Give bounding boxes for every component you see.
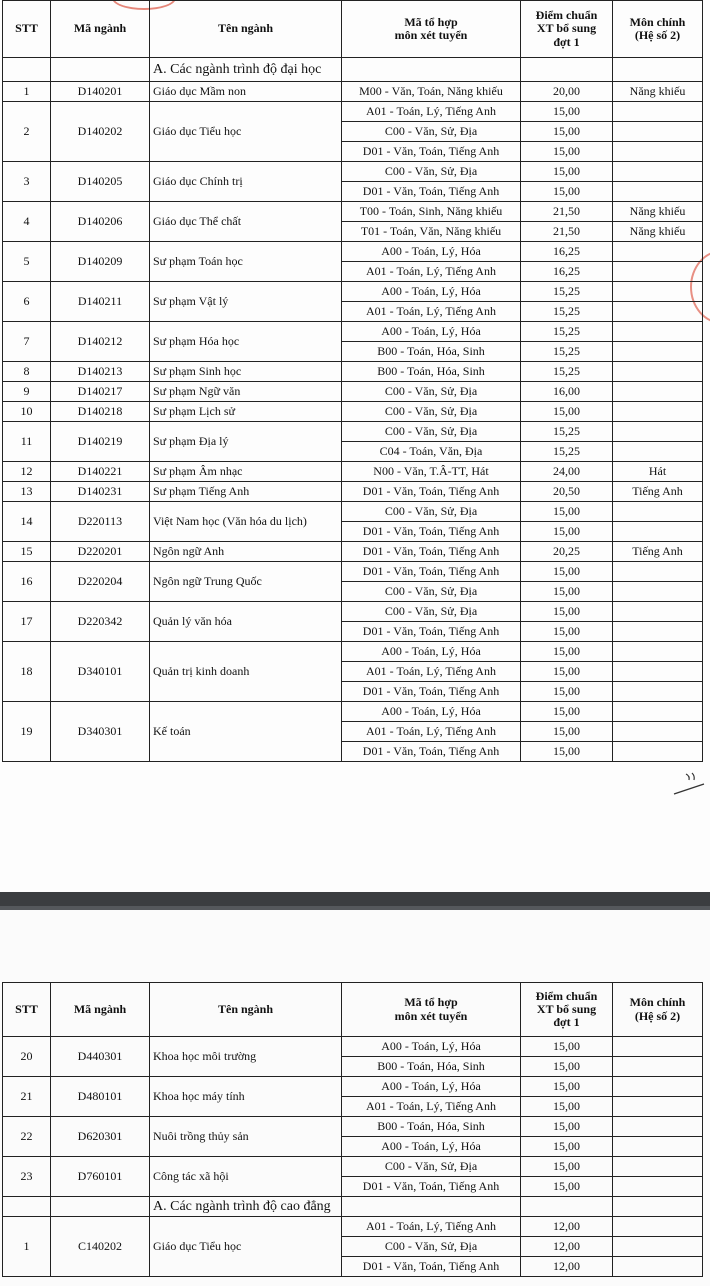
section-empty-cell bbox=[342, 1197, 521, 1217]
stt-cell: 3 bbox=[3, 162, 51, 202]
combo-cell: D01 - Văn, Toán, Tiếng Anh bbox=[342, 482, 521, 502]
main-subject-cell: Tiếng Anh bbox=[613, 482, 703, 502]
major-code-cell: D340301 bbox=[51, 702, 150, 762]
score-cell: 15,00 bbox=[521, 1077, 613, 1097]
major-code-cell: D220113 bbox=[51, 502, 150, 542]
main-subject-cell bbox=[613, 502, 703, 522]
score-cell: 15,00 bbox=[521, 522, 613, 542]
header-ten-nganh: Tên ngành bbox=[150, 983, 342, 1037]
section-empty-cell bbox=[613, 58, 703, 82]
section-empty-cell bbox=[613, 1197, 703, 1217]
major-name-cell: Nuôi trồng thủy sản bbox=[150, 1117, 342, 1157]
stt-cell: 21 bbox=[3, 1077, 51, 1117]
score-cell: 20,25 bbox=[521, 542, 613, 562]
header-ma-nganh: Mã ngành bbox=[51, 1, 150, 58]
main-subject-cell: Tiếng Anh bbox=[613, 542, 703, 562]
stt-cell: 15 bbox=[3, 542, 51, 562]
combo-cell: A01 - Toán, Lý, Tiếng Anh bbox=[342, 1097, 521, 1117]
score-cell: 15,00 bbox=[521, 1097, 613, 1117]
combo-cell: D01 - Văn, Toán, Tiếng Anh bbox=[342, 1177, 521, 1197]
combo-cell: A01 - Toán, Lý, Tiếng Anh bbox=[342, 302, 521, 322]
score-cell: 15,00 bbox=[521, 602, 613, 622]
table-row bbox=[3, 282, 703, 302]
main-subject-cell bbox=[613, 562, 703, 582]
combo-cell: C00 - Văn, Sử, Địa bbox=[342, 402, 521, 422]
main-subject-cell bbox=[613, 262, 703, 282]
main-subject-cell bbox=[613, 162, 703, 182]
main-subject-cell bbox=[613, 1237, 703, 1257]
combo-cell: A00 - Toán, Lý, Hóa bbox=[342, 1137, 521, 1157]
stt-cell: 12 bbox=[3, 462, 51, 482]
major-code-cell: D140218 bbox=[51, 402, 150, 422]
major-code-cell: D140211 bbox=[51, 282, 150, 322]
section-row bbox=[3, 1197, 703, 1217]
score-cell: 15,00 bbox=[521, 1137, 613, 1157]
main-subject-cell bbox=[613, 322, 703, 342]
major-code-cell: D440301 bbox=[51, 1037, 150, 1077]
score-cell: 15,25 bbox=[521, 342, 613, 362]
table-row bbox=[3, 562, 703, 582]
major-name-cell: Khoa học máy tính bbox=[150, 1077, 342, 1117]
combo-cell: C00 - Văn, Sử, Địa bbox=[342, 602, 521, 622]
major-name-cell: Khoa học môi trường bbox=[150, 1037, 342, 1077]
score-cell: 15,00 bbox=[521, 1057, 613, 1077]
major-code-cell: D760101 bbox=[51, 1157, 150, 1197]
page-divider bbox=[0, 892, 710, 910]
main-subject-cell bbox=[613, 282, 703, 302]
stt-cell: 7 bbox=[3, 322, 51, 362]
score-cell: 15,00 bbox=[521, 182, 613, 202]
combo-cell: N00 - Văn, T.Â-TT, Hát bbox=[342, 462, 521, 482]
table-row bbox=[3, 402, 703, 422]
main-subject-cell bbox=[613, 1077, 703, 1097]
table-row bbox=[3, 1037, 703, 1057]
major-name-cell: Sư phạm Tiếng Anh bbox=[150, 482, 342, 502]
major-name-cell: Giáo dục Mầm non bbox=[150, 82, 342, 102]
combo-cell: D01 - Văn, Toán, Tiếng Anh bbox=[342, 142, 521, 162]
header-stt: STT bbox=[3, 983, 51, 1037]
major-name-cell: Việt Nam học (Văn hóa du lịch) bbox=[150, 502, 342, 542]
table-row bbox=[3, 82, 703, 102]
main-subject-cell bbox=[613, 682, 703, 702]
major-code-cell: D140217 bbox=[51, 382, 150, 402]
table-row bbox=[3, 382, 703, 402]
main-subject-cell bbox=[613, 1177, 703, 1197]
combo-cell: A00 - Toán, Lý, Hóa bbox=[342, 1037, 521, 1057]
combo-cell: A01 - Toán, Lý, Tiếng Anh bbox=[342, 102, 521, 122]
score-cell: 16,25 bbox=[521, 262, 613, 282]
table-row bbox=[3, 1157, 703, 1177]
score-cell: 15,00 bbox=[521, 662, 613, 682]
score-cell: 15,00 bbox=[521, 722, 613, 742]
combo-cell: D01 - Văn, Toán, Tiếng Anh bbox=[342, 542, 521, 562]
score-cell: 16,00 bbox=[521, 382, 613, 402]
score-cell: 15,00 bbox=[521, 702, 613, 722]
combo-cell: C00 - Văn, Sử, Địa bbox=[342, 1157, 521, 1177]
score-cell: 21,50 bbox=[521, 222, 613, 242]
score-cell: 12,00 bbox=[521, 1237, 613, 1257]
table-row bbox=[3, 482, 703, 502]
major-code-cell: D140205 bbox=[51, 162, 150, 202]
score-cell: 16,25 bbox=[521, 242, 613, 262]
score-cell: 24,00 bbox=[521, 462, 613, 482]
combo-cell: C04 - Toán, Văn, Địa bbox=[342, 442, 521, 462]
main-subject-cell: Năng khiếu bbox=[613, 222, 703, 242]
score-cell: 12,00 bbox=[521, 1257, 613, 1277]
section-empty-cell bbox=[51, 58, 150, 82]
main-subject-cell bbox=[613, 242, 703, 262]
table-row bbox=[3, 162, 703, 182]
main-subject-cell bbox=[613, 642, 703, 662]
main-subject-cell bbox=[613, 302, 703, 322]
section-empty-cell bbox=[3, 58, 51, 82]
major-code-cell: D140201 bbox=[51, 82, 150, 102]
score-cell: 15,25 bbox=[521, 362, 613, 382]
section-empty-cell bbox=[521, 58, 613, 82]
combo-cell: B00 - Toán, Hóa, Sinh bbox=[342, 362, 521, 382]
combo-cell: C00 - Văn, Sử, Địa bbox=[342, 382, 521, 402]
main-subject-cell: Năng khiếu bbox=[613, 202, 703, 222]
main-subject-cell bbox=[613, 622, 703, 642]
stt-cell: 5 bbox=[3, 242, 51, 282]
table-row bbox=[3, 1117, 703, 1137]
table-row bbox=[3, 102, 703, 122]
header-to-hop: Mã tổ hợp môn xét tuyển bbox=[342, 983, 521, 1037]
table-row bbox=[3, 502, 703, 522]
score-cell: 15,00 bbox=[521, 402, 613, 422]
combo-cell: C00 - Văn, Sử, Địa bbox=[342, 1237, 521, 1257]
major-name-cell: Ngôn ngữ Trung Quốc bbox=[150, 562, 342, 602]
score-cell: 15,25 bbox=[521, 322, 613, 342]
table-row bbox=[3, 1077, 703, 1097]
section-empty-cell bbox=[342, 58, 521, 82]
combo-cell: A00 - Toán, Lý, Hóa bbox=[342, 702, 521, 722]
table-row bbox=[3, 602, 703, 622]
section-empty-cell bbox=[521, 1197, 613, 1217]
combo-cell: C00 - Văn, Sử, Địa bbox=[342, 502, 521, 522]
table-row bbox=[3, 542, 703, 562]
combo-cell: M00 - Văn, Toán, Năng khiếu bbox=[342, 82, 521, 102]
score-cell: 15,00 bbox=[521, 582, 613, 602]
main-subject-cell bbox=[613, 1117, 703, 1137]
header-diem-chuan: Điểm chuẩn XT bổ sung đợt 1 bbox=[521, 1, 613, 58]
score-cell: 15,00 bbox=[521, 622, 613, 642]
main-subject-cell bbox=[613, 342, 703, 362]
main-subject-cell bbox=[613, 1137, 703, 1157]
main-subject-cell bbox=[613, 362, 703, 382]
stt-cell: 6 bbox=[3, 282, 51, 322]
combo-cell: D01 - Văn, Toán, Tiếng Anh bbox=[342, 522, 521, 542]
major-name-cell: Sư phạm Âm nhạc bbox=[150, 462, 342, 482]
major-name-cell: Giáo dục Tiểu học bbox=[150, 102, 342, 162]
stt-cell: 11 bbox=[3, 422, 51, 462]
combo-cell: D01 - Văn, Toán, Tiếng Anh bbox=[342, 742, 521, 762]
score-cell: 12,00 bbox=[521, 1217, 613, 1237]
stt-cell: 13 bbox=[3, 482, 51, 502]
major-code-cell: D140202 bbox=[51, 102, 150, 162]
combo-cell: A01 - Toán, Lý, Tiếng Anh bbox=[342, 722, 521, 742]
score-cell: 15,00 bbox=[521, 122, 613, 142]
stt-cell: 16 bbox=[3, 562, 51, 602]
major-code-cell: D140231 bbox=[51, 482, 150, 502]
major-code-cell: D340101 bbox=[51, 642, 150, 702]
major-code-cell: D480101 bbox=[51, 1077, 150, 1117]
header-stt: STT bbox=[3, 1, 51, 58]
stt-cell: 1 bbox=[3, 82, 51, 102]
combo-cell: C00 - Văn, Sử, Địa bbox=[342, 582, 521, 602]
combo-cell: C00 - Văn, Sử, Địa bbox=[342, 122, 521, 142]
score-cell: 15,00 bbox=[521, 502, 613, 522]
score-cell: 15,25 bbox=[521, 302, 613, 322]
stt-cell: 19 bbox=[3, 702, 51, 762]
combo-cell: T01 - Toán, Văn, Năng khiếu bbox=[342, 222, 521, 242]
main-subject-cell bbox=[613, 102, 703, 122]
score-cell: 15,00 bbox=[521, 1157, 613, 1177]
combo-cell: D01 - Văn, Toán, Tiếng Anh bbox=[342, 682, 521, 702]
main-subject-cell bbox=[613, 422, 703, 442]
main-subject-cell bbox=[613, 1257, 703, 1277]
combo-cell: A00 - Toán, Lý, Hóa bbox=[342, 322, 521, 342]
major-name-cell: Sư phạm Lịch sử bbox=[150, 402, 342, 422]
major-name-cell: Quản trị kinh doanh bbox=[150, 642, 342, 702]
stt-cell: 8 bbox=[3, 362, 51, 382]
main-subject-cell bbox=[613, 182, 703, 202]
main-subject-cell bbox=[613, 382, 703, 402]
main-subject-cell bbox=[613, 442, 703, 462]
main-subject-cell bbox=[613, 1097, 703, 1117]
combo-cell: D01 - Văn, Toán, Tiếng Anh bbox=[342, 182, 521, 202]
major-name-cell: Sư phạm Hóa học bbox=[150, 322, 342, 362]
major-code-cell: D140209 bbox=[51, 242, 150, 282]
major-code-cell: D140206 bbox=[51, 202, 150, 242]
combo-cell: B00 - Toán, Hóa, Sinh bbox=[342, 1057, 521, 1077]
major-name-cell: Sư phạm Địa lý bbox=[150, 422, 342, 462]
major-name-cell: Ngôn ngữ Anh bbox=[150, 542, 342, 562]
major-code-cell: D140212 bbox=[51, 322, 150, 362]
score-cell: 15,00 bbox=[521, 1117, 613, 1137]
stt-cell: 1 bbox=[3, 1217, 51, 1277]
main-subject-cell bbox=[613, 742, 703, 762]
table-row bbox=[3, 322, 703, 342]
major-name-cell: Giáo dục Chính trị bbox=[150, 162, 342, 202]
header-mon-chinh: Môn chính (Hệ số 2) bbox=[613, 983, 703, 1037]
stt-cell: 10 bbox=[3, 402, 51, 422]
main-subject-cell bbox=[613, 1057, 703, 1077]
score-cell: 20,00 bbox=[521, 82, 613, 102]
main-subject-cell: Năng khiếu bbox=[613, 82, 703, 102]
section-empty-cell bbox=[3, 1197, 51, 1217]
score-cell: 20,50 bbox=[521, 482, 613, 502]
score-cell: 15,25 bbox=[521, 442, 613, 462]
score-cell: 15,00 bbox=[521, 142, 613, 162]
combo-cell: A01 - Toán, Lý, Tiếng Anh bbox=[342, 262, 521, 282]
major-name-cell: Kế toán bbox=[150, 702, 342, 762]
score-cell: 15,00 bbox=[521, 102, 613, 122]
table-row bbox=[3, 202, 703, 222]
table-row bbox=[3, 242, 703, 262]
main-subject-cell bbox=[613, 602, 703, 622]
combo-cell: A00 - Toán, Lý, Hóa bbox=[342, 642, 521, 662]
major-name-cell: Sư phạm Toán học bbox=[150, 242, 342, 282]
main-subject-cell bbox=[613, 1157, 703, 1177]
major-name-cell: Giáo dục Thể chất bbox=[150, 202, 342, 242]
stt-cell: 9 bbox=[3, 382, 51, 402]
combo-cell: C00 - Văn, Sử, Địa bbox=[342, 162, 521, 182]
main-subject-cell bbox=[613, 582, 703, 602]
major-code-cell: D220201 bbox=[51, 542, 150, 562]
table-row bbox=[3, 362, 703, 382]
stt-cell: 14 bbox=[3, 502, 51, 542]
main-subject-cell bbox=[613, 522, 703, 542]
major-code-cell: D220204 bbox=[51, 562, 150, 602]
combo-cell: A00 - Toán, Lý, Hóa bbox=[342, 242, 521, 262]
score-cell: 15,25 bbox=[521, 422, 613, 442]
header-diem-chuan: Điểm chuẩn XT bổ sung đợt 1 bbox=[521, 983, 613, 1037]
admission-table-page-1 bbox=[2, 0, 703, 762]
combo-cell: C00 - Văn, Sử, Địa bbox=[342, 422, 521, 442]
combo-cell: A00 - Toán, Lý, Hóa bbox=[342, 1077, 521, 1097]
major-name-cell: Sư phạm Ngữ văn bbox=[150, 382, 342, 402]
stt-cell: 18 bbox=[3, 642, 51, 702]
table-row bbox=[3, 702, 703, 722]
combo-cell: A00 - Toán, Lý, Hóa bbox=[342, 282, 521, 302]
combo-cell: A01 - Toán, Lý, Tiếng Anh bbox=[342, 662, 521, 682]
major-name-cell: Sư phạm Vật lý bbox=[150, 282, 342, 322]
score-cell: 21,50 bbox=[521, 202, 613, 222]
header-mon-chinh: Môn chính (Hệ số 2) bbox=[613, 1, 703, 58]
combo-cell: D01 - Văn, Toán, Tiếng Anh bbox=[342, 622, 521, 642]
header-to-hop: Mã tổ hợp môn xét tuyển bbox=[342, 1, 521, 58]
major-name-cell: Giáo dục Tiểu học bbox=[150, 1217, 342, 1277]
stt-cell: 22 bbox=[3, 1117, 51, 1157]
main-subject-cell bbox=[613, 142, 703, 162]
main-subject-cell bbox=[613, 402, 703, 422]
stt-cell: 2 bbox=[3, 102, 51, 162]
combo-cell: B00 - Toán, Hóa, Sinh bbox=[342, 342, 521, 362]
main-subject-cell bbox=[613, 702, 703, 722]
combo-cell: A01 - Toán, Lý, Tiếng Anh bbox=[342, 1217, 521, 1237]
header-ten-nganh: Tên ngành bbox=[150, 1, 342, 58]
section-title-dai-hoc: A. Các ngành trình độ đại học bbox=[150, 58, 342, 82]
combo-cell: D01 - Văn, Toán, Tiếng Anh bbox=[342, 562, 521, 582]
header-ma-nganh: Mã ngành bbox=[51, 983, 150, 1037]
main-subject-cell: Hát bbox=[613, 462, 703, 482]
stt-cell: 17 bbox=[3, 602, 51, 642]
major-name-cell: Sư phạm Sinh học bbox=[150, 362, 342, 382]
handwritten-initial bbox=[672, 770, 706, 798]
main-subject-cell bbox=[613, 122, 703, 142]
combo-cell: D01 - Văn, Toán, Tiếng Anh bbox=[342, 1257, 521, 1277]
score-cell: 15,25 bbox=[521, 282, 613, 302]
score-cell: 15,00 bbox=[521, 162, 613, 182]
major-code-cell: D220342 bbox=[51, 602, 150, 642]
table-row bbox=[3, 462, 703, 482]
section-empty-cell bbox=[51, 1197, 150, 1217]
major-code-cell: D140219 bbox=[51, 422, 150, 462]
major-code-cell: C140202 bbox=[51, 1217, 150, 1277]
major-name-cell: Quản lý văn hóa bbox=[150, 602, 342, 642]
score-cell: 15,00 bbox=[521, 642, 613, 662]
stt-cell: 4 bbox=[3, 202, 51, 242]
main-subject-cell bbox=[613, 662, 703, 682]
admission-table-page-2 bbox=[2, 982, 703, 1277]
major-code-cell: D140221 bbox=[51, 462, 150, 482]
table-row bbox=[3, 1217, 703, 1237]
main-subject-cell bbox=[613, 1037, 703, 1057]
score-cell: 15,00 bbox=[521, 562, 613, 582]
major-name-cell: Công tác xã hội bbox=[150, 1157, 342, 1197]
score-cell: 15,00 bbox=[521, 682, 613, 702]
table-row bbox=[3, 422, 703, 442]
score-cell: 15,00 bbox=[521, 1037, 613, 1057]
combo-cell: T00 - Toán, Sinh, Năng khiếu bbox=[342, 202, 521, 222]
score-cell: 15,00 bbox=[521, 742, 613, 762]
table-row bbox=[3, 642, 703, 662]
combo-cell: B00 - Toán, Hóa, Sinh bbox=[342, 1117, 521, 1137]
score-cell: 15,00 bbox=[521, 1177, 613, 1197]
stt-cell: 20 bbox=[3, 1037, 51, 1077]
major-code-cell: D140213 bbox=[51, 362, 150, 382]
stt-cell: 23 bbox=[3, 1157, 51, 1197]
main-subject-cell bbox=[613, 1217, 703, 1237]
major-code-cell: D620301 bbox=[51, 1117, 150, 1157]
section-title-cao-dang: A. Các ngành trình độ cao đẳng bbox=[150, 1197, 342, 1217]
main-subject-cell bbox=[613, 722, 703, 742]
